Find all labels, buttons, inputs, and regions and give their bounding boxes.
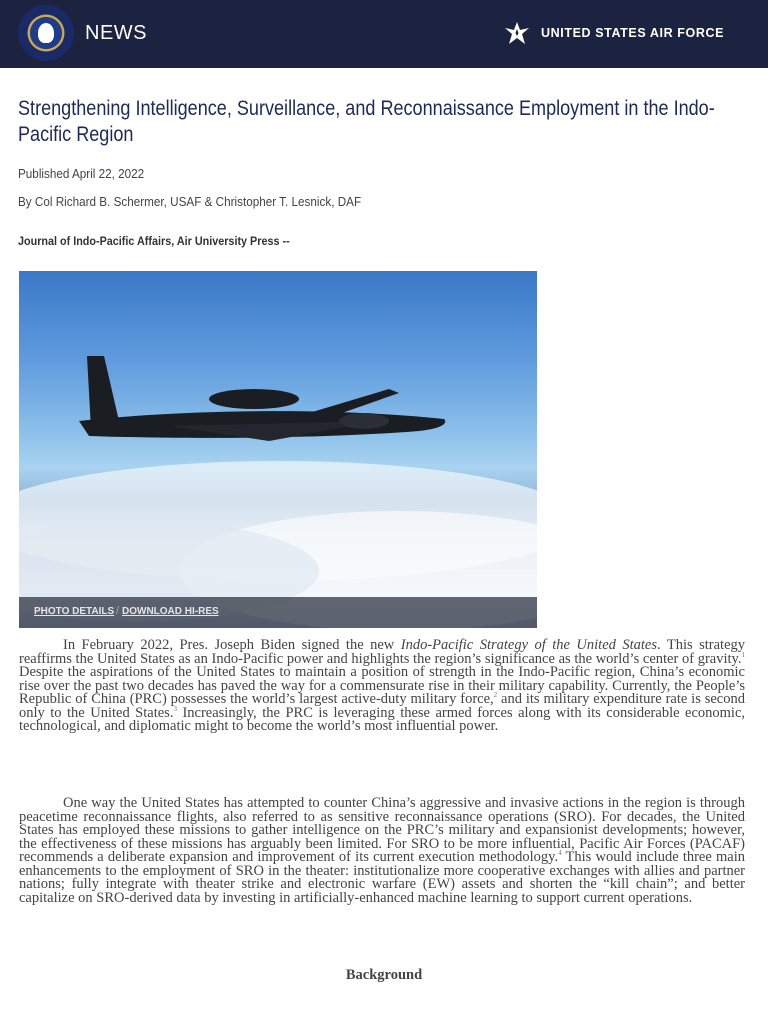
news-section-label[interactable]: NEWS [85,22,147,44]
footnote-2-link[interactable]: 2 [493,691,498,700]
air-force-seal-icon[interactable] [18,5,74,61]
seal-eagle-shape [38,23,54,43]
footnote-1-link[interactable]: 1 [741,650,745,659]
aircraft-photo-illustration [19,271,537,628]
section-heading-background: Background [345,967,423,983]
article-byline: By Col Richard B. Schermer, USAF & Christopher T. Lesnick, DAF [18,194,362,209]
article-photo[interactable] [19,271,537,628]
air-force-symbol-icon[interactable] [503,20,531,46]
article-source: Journal of Indo-Pacific Affairs, Air University Press -- [18,234,290,248]
caption-separator: / [116,605,120,617]
air-force-wordmark[interactable]: UNITED STATES AIR FORCE [541,26,725,40]
article-title: Strengthening Intelligence, Surveillance, and Reconnaissance Employment in the Indo-Pacific Region [18,97,715,146]
footnote-3-link[interactable]: 3 [173,704,177,713]
strategy-title: Indo-Pacific Strategy of the United States [400,637,658,653]
site-header [0,0,768,68]
published-date: Published April 22, 2022 [18,166,145,181]
body-paragraph-1: In February 2022, Pres. Joseph Biden signed the new Indo-Pacific Strategy of the United States. This strategy reaffirms the United States as an Indo-Pacific power and highlights the region’s significance as the world’s center of gravity.$^1$ Despite the aspirations of the United States to maintain a position of strength in the Indo-Pacific region, China’s economic rise over the past two decades has paved the way for a commensurate rise in their military capability. Currently, the People’s Republic of China (PRC) possesses the world’s largest active-duty military force,$^2$ and its military expenditure rate is second only to the United States.$^3$ Increasingly, the PRC is leveraging these armed forces along with its considerable economic, technological, and diplomatic might to become the world’s most influential power. [19,637,746,734]
photo-details-link[interactable]: PHOTO DETAILS [34,606,115,617]
footnote-4-link[interactable]: 4 [558,849,562,858]
body-paragraph-2: One way the United States has attempted to counter China’s aggressive and invasive actions in the region is through peacetime reconnaissance flights, also referred to as sensitive reconnaissance operations (SRO). For decades, the United States has employed these missions to gather intelligence on the PRC’s military and expansionist developments; however, the effectiveness of these missions has arguably been limited. For SRO to be more influential, Pacific Air Forces (PACAF) recommends a deliberate expansion and improvement of its current execution methodology.$^4$ This would include three main enhancements to the employment of SRO in the theater: institutionalize more cooperative exchanges with allies and partner nations; fully integrate with theater strike and electronic warfare (EW) assets and shorten the “kill chain”; and better capitalize on SRO-derived data by investing in artificially-enhanced machine learning to support current operations. [19,795,745,906]
photo-caption-bar [19,597,537,628]
download-hi-res-link[interactable]: DOWNLOAD HI-RES [122,606,219,617]
